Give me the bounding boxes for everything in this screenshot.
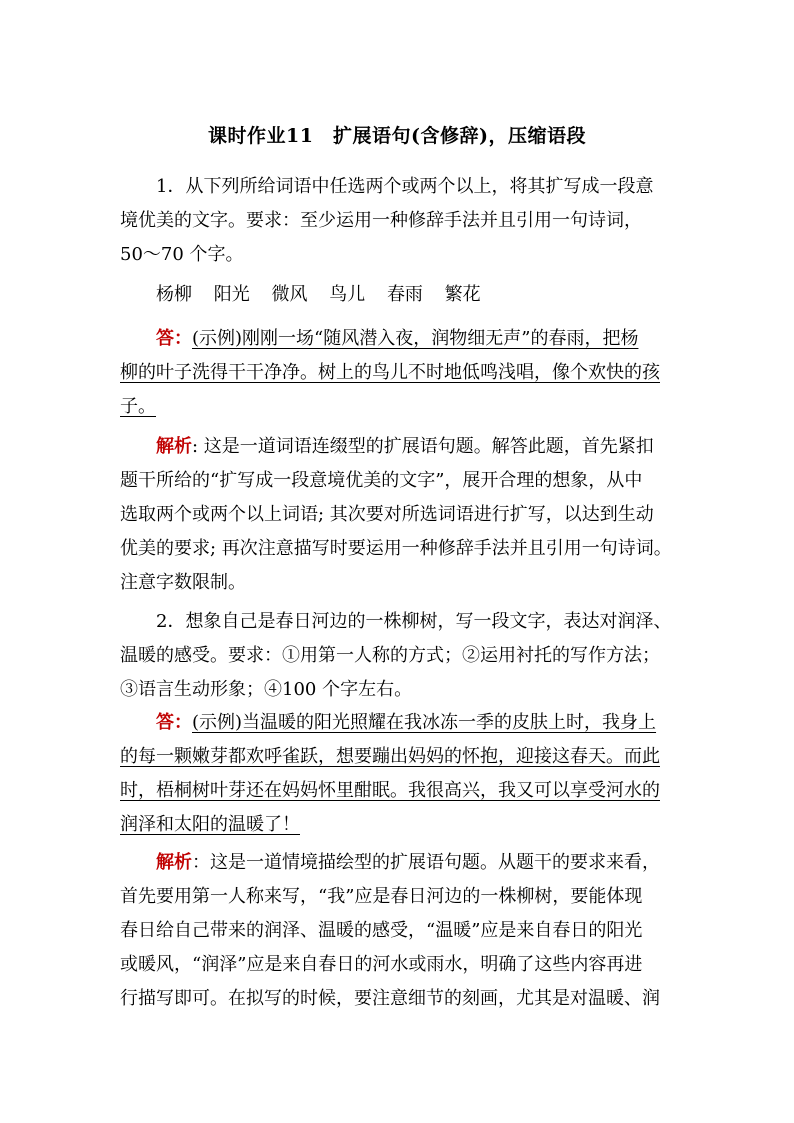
question-2 (120, 605, 675, 707)
question-1-line: 50～70 个字。 (120, 244, 244, 265)
answer-1-line (120, 356, 675, 390)
question-1-line: 境优美的文字。要求：至少运用一种修辞手法并且引用一句诗词， (120, 210, 642, 231)
question-2-line: 温暖的感受。要求：①用第一人称的方式；②运用衬托的写作方法； (120, 645, 660, 666)
answer-1-line (120, 322, 675, 356)
analysis-2-line: 首先要用第一人称来写，“我”应是春日河边的一株柳树，要能体现 (120, 886, 643, 907)
analysis-2-line: 行描写即可。在拟写的时候，要注意细节的刻画，尤其是对温暖、润 (120, 988, 660, 1009)
question-2-line: 2．想象自己是春日河边的一株柳树，写一段文字，表达对润泽、 (156, 611, 672, 632)
answer-1-text: 子。 (120, 396, 156, 417)
answer-1-text: 柳的叶子洗得干干净净。树上的鸟儿不时地低鸣浅唱，像个欢快的孩 (120, 362, 660, 383)
answer-2-text: 润泽和太阳的温暖了！ (120, 814, 300, 835)
analysis-1-line (120, 430, 675, 464)
analysis-1-line: 题干所给的“扩写成一段意境优美的文字”，展开合理的想象，从中 (120, 470, 643, 491)
answer-2-line (120, 808, 675, 842)
answer-label: 答： (156, 712, 192, 733)
answer-2-text: (示例)当温暖的阳光照耀在我冰冻一季的皮肤上时，我身上 (192, 712, 657, 733)
analysis-1-line: 优美的要求; 再次注意描写时要运用一种修辞手法并且引用一句诗词。 (120, 538, 672, 559)
answer-2-text: 的每一颗嫩芽都欢呼雀跃，想要蹦出妈妈的怀抱，迎接这春天。而此 (120, 746, 660, 767)
answer-2-line (120, 740, 675, 774)
answer-1 (120, 322, 675, 424)
analysis-label: 解析 (156, 436, 192, 457)
answer-1-line (120, 390, 675, 424)
question-1 (120, 170, 675, 272)
question-2-line: ③语言生动形象；④100 个字左右。 (120, 679, 413, 700)
analysis-1-text: : 这是一道词语连缀型的扩展语句题。解答此题，首先紧扣 (192, 436, 654, 457)
word-item: 阳光 (213, 284, 250, 305)
analysis-2-line: 春日给自己带来的润泽、温暖的感受，“温暖”应是来自春日的阳光 (120, 920, 643, 941)
word-item: 微风 (271, 284, 308, 305)
answer-2-text: 时，梧桐树叶芽还在妈妈怀里酣眠。我很高兴，我又可以享受河水的 (120, 780, 660, 801)
word-item: 春雨 (386, 284, 423, 305)
answer-2-line (120, 706, 675, 740)
answer-label: 答： (156, 328, 192, 349)
analysis-2-line (120, 846, 675, 880)
word-item: 杨柳 (156, 284, 192, 305)
analysis-2-line: 或暖风，“润泽”应是来自春日的河水或雨水，明确了这些内容再进 (120, 954, 643, 975)
question-1-line: 1．从下列所给词语中任选两个或两个以上，将其扩写成一段意 (156, 176, 654, 197)
analysis-label: 解析 (156, 852, 192, 873)
analysis-1-line: 注意字数限制。 (120, 572, 246, 593)
analysis-2 (120, 846, 675, 1016)
analysis-1 (120, 430, 675, 600)
page-title: 课时作业11 扩展语句(含修辞)，压缩语段 (208, 125, 586, 147)
answer-2 (120, 706, 675, 842)
word-list (156, 278, 497, 312)
answer-2-line (120, 774, 675, 808)
word-item: 鸟儿 (329, 284, 366, 305)
analysis-2-text: ：这是一道情境描绘型的扩展语句题。从题干的要求来看， (192, 852, 660, 873)
word-item: 繁花 (444, 284, 481, 305)
analysis-1-line: 选取两个或两个以上词语; 其次要对所选词语进行扩写，以达到生动 (120, 504, 654, 525)
answer-1-text: (示例)刚刚一场“随风潜入夜，润物细无声”的春雨，把杨 (192, 328, 639, 349)
